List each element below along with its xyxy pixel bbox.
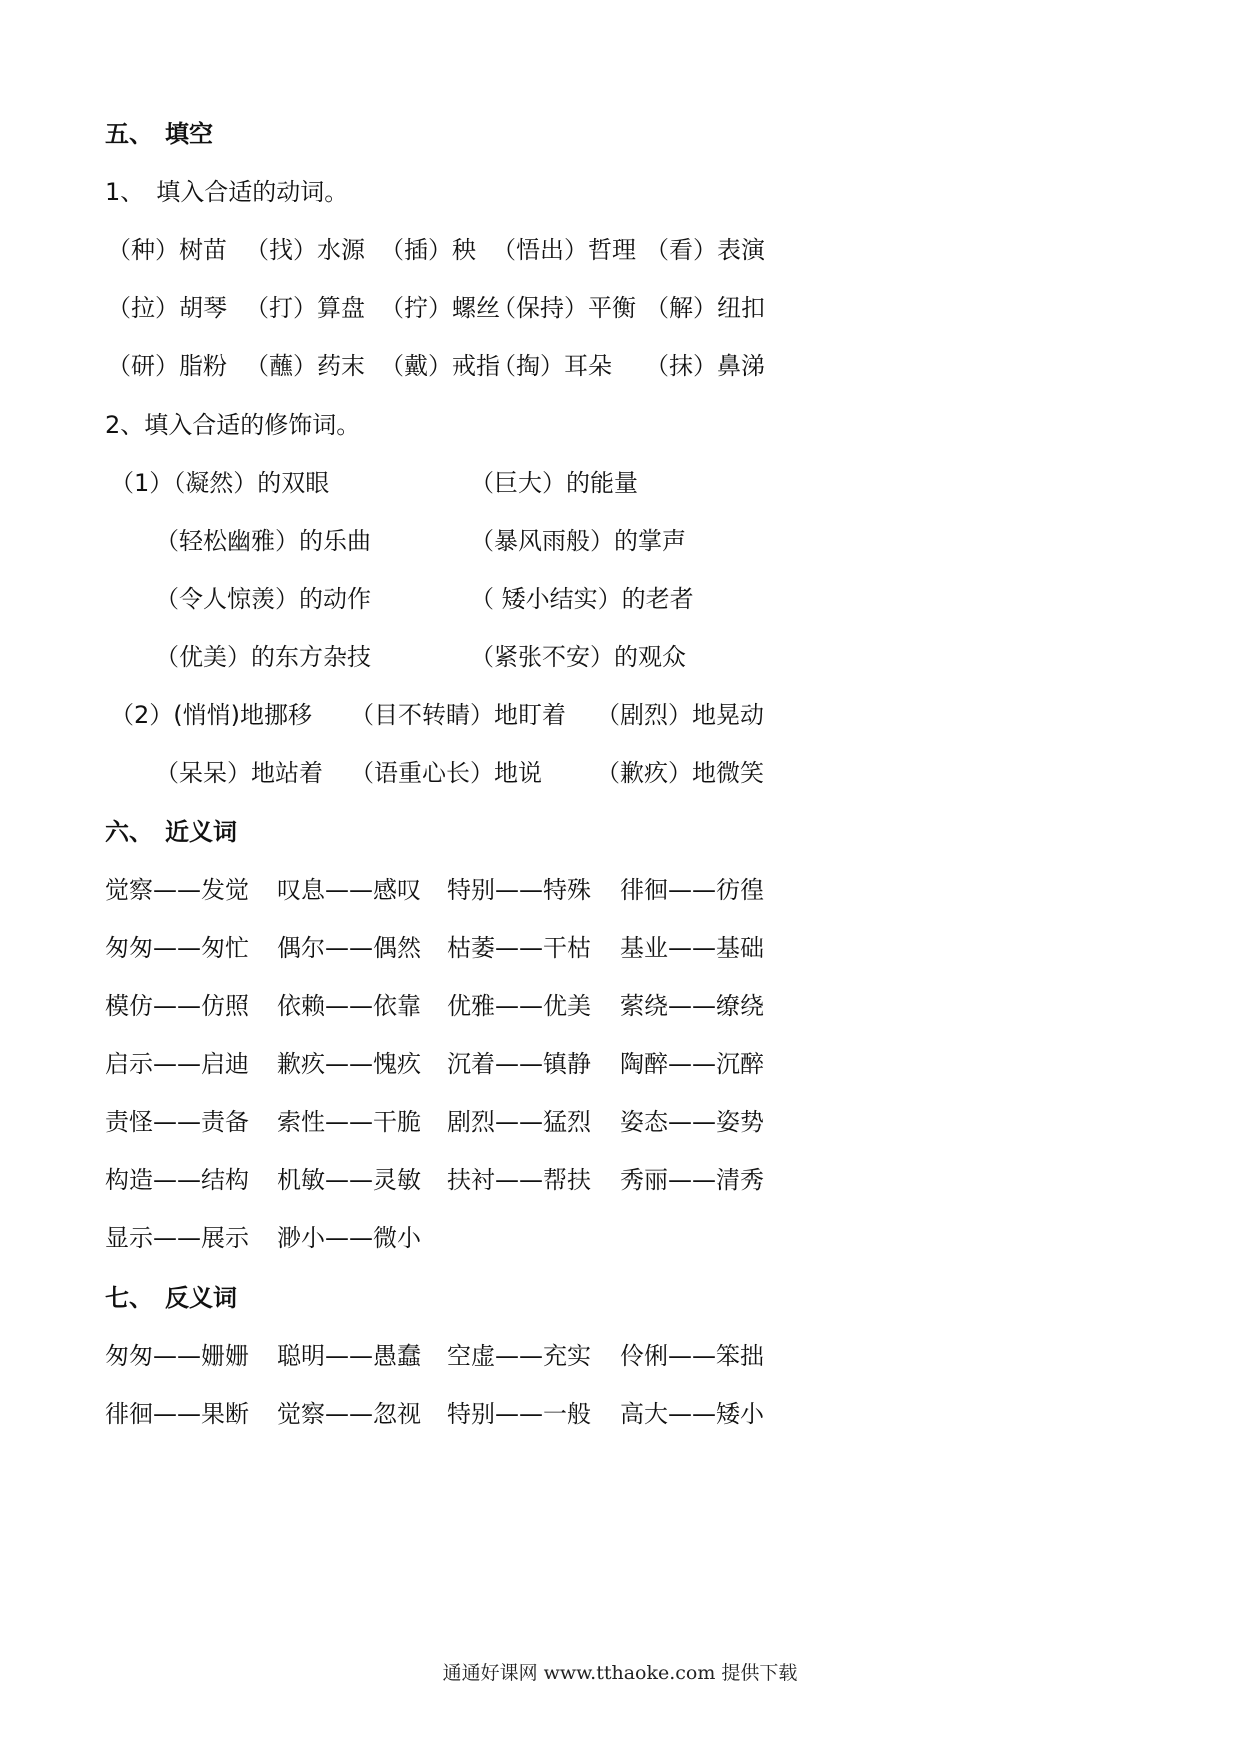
synonym-pair: 基业——基础 — [620, 934, 764, 962]
antonym-pair: 觉察——忽视 — [277, 1400, 421, 1428]
synonym-pair: 剧烈——猛烈 — [447, 1108, 591, 1136]
question-2-title: 2、填入合适的修饰词。 — [105, 411, 361, 439]
verb-item: （戴）戒指 — [380, 352, 500, 380]
synonym-pair: 沉着——镇静 — [447, 1050, 591, 1078]
verb-item: （拧）螺丝 — [380, 294, 500, 322]
adjective-item: （紧张不安）的观众 — [470, 643, 686, 671]
verb-item: （研）脂粉 — [107, 352, 227, 380]
synonym-pair: 模仿——仿照 — [105, 992, 249, 1020]
verb-item: （解）纽扣 — [645, 294, 765, 322]
synonym-pair: 萦绕——缭绕 — [620, 992, 764, 1020]
adjective-item: （轻松幽雅）的乐曲 — [155, 527, 371, 555]
synonym-pair: 觉察——发觉 — [105, 876, 249, 904]
adverb-item: （剧烈）地晃动 — [596, 701, 764, 729]
section-5-heading: 五、 填空 — [105, 120, 213, 148]
synonym-pair: 偶尔——偶然 — [277, 934, 421, 962]
synonym-pair: 匆匆——匆忙 — [105, 934, 249, 962]
verb-item: （掏）耳朵 — [492, 352, 612, 380]
footer: 通通好课网 www.tthaoke.com 提供下载 — [442, 1662, 798, 1684]
antonym-pair: 高大——矮小 — [620, 1400, 764, 1428]
synonym-pair: 扶衬——帮扶 — [447, 1166, 591, 1194]
question-1-title: 1、 填入合适的动词。 — [105, 178, 349, 206]
antonym-pair: 徘徊——果断 — [105, 1400, 249, 1428]
adverb-item: （呆呆）地站着 — [155, 759, 323, 787]
synonym-pair: 枯萎——干枯 — [447, 934, 591, 962]
synonym-pair: 叹息——感叹 — [277, 876, 421, 904]
antonym-pair: 空虚——充实 — [447, 1342, 591, 1370]
synonym-pair: 显示——展示 — [105, 1224, 249, 1252]
adverb-item: （目不转睛）地盯着 — [350, 701, 566, 729]
adjective-item: （令人惊羡）的动作 — [155, 585, 371, 613]
verb-item: （保持）平衡 — [492, 294, 636, 322]
verb-item: （插）秧 — [380, 236, 476, 264]
synonym-pair: 启示——启迪 — [105, 1050, 249, 1078]
synonym-pair: 特别——特殊 — [447, 876, 591, 904]
verb-item: （找）水源 — [245, 236, 365, 264]
synonym-pair: 责怪——责备 — [105, 1108, 249, 1136]
antonym-pair: 匆匆——姗姗 — [105, 1342, 249, 1370]
synonym-pair: 徘徊——彷徨 — [620, 876, 764, 904]
adjective-item: （ 矮小结实）的老者 — [470, 585, 694, 613]
verb-item: （看）表演 — [645, 236, 765, 264]
synonym-pair: 索性——干脆 — [277, 1108, 421, 1136]
antonym-pair: 伶俐——笨拙 — [620, 1342, 764, 1370]
section-6-heading: 六、 近义词 — [105, 818, 237, 846]
synonym-pair: 依赖——依靠 — [277, 992, 421, 1020]
adverb-item: （语重心长）地说 — [350, 759, 542, 787]
synonym-pair: 陶醉——沉醉 — [620, 1050, 764, 1078]
synonym-pair: 渺小——微小 — [277, 1224, 421, 1252]
synonym-pair: 秀丽——清秀 — [620, 1166, 764, 1194]
verb-item: （种）树苗 — [107, 236, 227, 264]
verb-item: （蘸）药末 — [245, 352, 365, 380]
synonym-pair: 优雅——优美 — [447, 992, 591, 1020]
synonym-pair: 歉疚——愧疚 — [277, 1050, 421, 1078]
adverb-item: （歉疚）地微笑 — [596, 759, 764, 787]
adjective-item: （巨大）的能量 — [470, 469, 638, 497]
verb-item: （打）算盘 — [245, 294, 365, 322]
verb-item: （悟出）哲理 — [492, 236, 636, 264]
adjective-item: （优美）的东方杂技 — [155, 643, 371, 671]
antonym-pair: 特别——一般 — [447, 1400, 591, 1428]
adjective-item: （暴风雨般）的掌声 — [470, 527, 686, 555]
adverb-item: （2）(悄悄)地挪移 — [110, 701, 312, 729]
section-7-heading: 七、 反义词 — [105, 1284, 237, 1312]
verb-item: （拉）胡琴 — [107, 294, 227, 322]
synonym-pair: 机敏——灵敏 — [277, 1166, 421, 1194]
verb-item: （抹）鼻涕 — [645, 352, 765, 380]
adjective-item: （1）（凝然）的双眼 — [110, 469, 330, 497]
synonym-pair: 姿态——姿势 — [620, 1108, 764, 1136]
antonym-pair: 聪明——愚蠢 — [277, 1342, 421, 1370]
synonym-pair: 构造——结构 — [105, 1166, 249, 1194]
